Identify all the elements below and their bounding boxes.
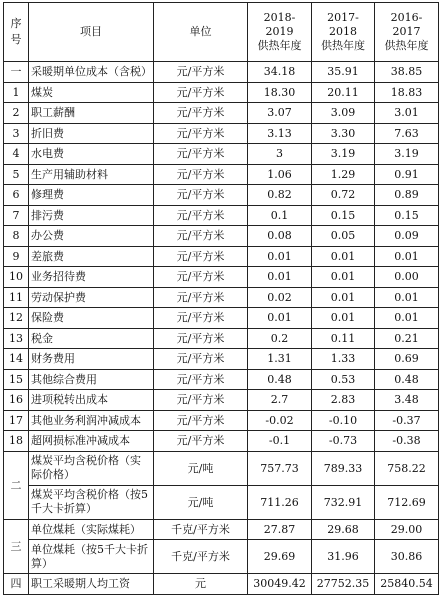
row-value-2018-2019: 0.01 — [248, 308, 312, 329]
row-item: 采暖期单位成本（含税） — [29, 62, 154, 83]
table-row — [4, 82, 439, 103]
row-seq: 12 — [4, 308, 29, 329]
row-unit: 元/吨 — [154, 485, 248, 519]
group-seq: 二 — [4, 451, 29, 519]
row-value-2016-2017: 0.69 — [375, 349, 439, 370]
row-unit: 元 — [154, 574, 248, 595]
table-row — [4, 267, 439, 288]
row-seq: 17 — [4, 410, 29, 431]
row-value-2016-2017: 3.19 — [375, 144, 439, 165]
row-unit: 元/平方米 — [154, 328, 248, 349]
table-row — [4, 287, 439, 308]
row-seq: 3 — [4, 123, 29, 144]
row-value-2017-2018: 0.53 — [312, 369, 375, 390]
table-row — [4, 226, 439, 247]
row-unit: 元/平方米 — [154, 390, 248, 411]
row-seq: 14 — [4, 349, 29, 370]
row-value-2016-2017: 0.21 — [375, 328, 439, 349]
row-value-2018-2019: 18.30 — [248, 82, 312, 103]
row-item: 水电费 — [29, 144, 154, 165]
row-value-2016-2017: 0.48 — [375, 369, 439, 390]
table-row — [4, 540, 439, 574]
row-value-2017-2018: 35.91 — [312, 62, 375, 83]
row-item: 排污费 — [29, 205, 154, 226]
row-value-2016-2017: 3.01 — [375, 103, 439, 124]
row-value-2016-2017: 0.91 — [375, 164, 439, 185]
table-row — [4, 431, 439, 452]
row-value-2017-2018: 3.09 — [312, 103, 375, 124]
cost-table — [3, 2, 439, 595]
row-value-2018-2019: 0.08 — [248, 226, 312, 247]
row-value-2016-2017: 0.09 — [375, 226, 439, 247]
row-value-2017-2018: 0.01 — [312, 308, 375, 329]
row-value-2017-2018: -0.73 — [312, 431, 375, 452]
row-value-2018-2019: 1.31 — [248, 349, 312, 370]
header-item: 项目 — [29, 3, 154, 62]
table-row — [4, 205, 439, 226]
row-item: 单位煤耗（按5千大卡折算） — [29, 540, 154, 574]
row-value-2016-2017: 0.01 — [375, 308, 439, 329]
row-value-2016-2017: 30.86 — [375, 540, 439, 574]
table-row — [4, 369, 439, 390]
row-value-2018-2019: 3.13 — [248, 123, 312, 144]
row-unit: 元/平方米 — [154, 287, 248, 308]
row-value-2016-2017: 0.00 — [375, 267, 439, 288]
row-item: 其他业务利润冲减成本 — [29, 410, 154, 431]
row-item: 超网损标准冲减成本 — [29, 431, 154, 452]
row-unit: 元/平方米 — [154, 226, 248, 247]
header-row — [4, 3, 439, 62]
row-value-2017-2018: 1.33 — [312, 349, 375, 370]
row-value-2017-2018: 3.30 — [312, 123, 375, 144]
row-unit: 元/平方米 — [154, 185, 248, 206]
row-value-2016-2017: 18.83 — [375, 82, 439, 103]
row-item: 职工采暖期人均工资 — [29, 574, 154, 595]
table-row — [4, 485, 439, 519]
table-row — [4, 308, 439, 329]
row-value-2017-2018: 0.15 — [312, 205, 375, 226]
row-unit: 元/平方米 — [154, 308, 248, 329]
row-value-2017-2018: 0.01 — [312, 246, 375, 267]
row-value-2017-2018: 0.05 — [312, 226, 375, 247]
table-row — [4, 62, 439, 83]
table-row — [4, 519, 439, 540]
row-unit: 元/吨 — [154, 451, 248, 485]
row-value-2018-2019: 3 — [248, 144, 312, 165]
row-seq: 9 — [4, 246, 29, 267]
row-unit: 千克/平方米 — [154, 519, 248, 540]
row-item: 生产用辅助材料 — [29, 164, 154, 185]
row-value-2018-2019: 29.69 — [248, 540, 312, 574]
row-value-2016-2017: 0.01 — [375, 246, 439, 267]
row-value-2018-2019: 0.01 — [248, 267, 312, 288]
row-seq: 1 — [4, 82, 29, 103]
row-unit: 元/平方米 — [154, 410, 248, 431]
row-value-2017-2018: 789.33 — [312, 451, 375, 485]
table-row — [4, 144, 439, 165]
row-seq: 11 — [4, 287, 29, 308]
row-seq: 13 — [4, 328, 29, 349]
row-item: 煤炭 — [29, 82, 154, 103]
row-value-2016-2017: 0.01 — [375, 287, 439, 308]
row-value-2016-2017: 712.69 — [375, 485, 439, 519]
header-seq: 序 号 — [4, 3, 29, 62]
row-seq: 5 — [4, 164, 29, 185]
row-unit: 元/平方米 — [154, 267, 248, 288]
row-value-2017-2018: 0.11 — [312, 328, 375, 349]
row-value-2018-2019: 34.18 — [248, 62, 312, 83]
row-seq: 6 — [4, 185, 29, 206]
header-2016-2017: 2016-2017 供热年度 — [375, 3, 439, 62]
row-value-2018-2019: -0.1 — [248, 431, 312, 452]
row-value-2018-2019: 0.2 — [248, 328, 312, 349]
row-unit: 元/平方米 — [154, 82, 248, 103]
row-unit: 元/平方米 — [154, 62, 248, 83]
row-seq: 2 — [4, 103, 29, 124]
row-value-2017-2018: 732.91 — [312, 485, 375, 519]
table-row — [4, 185, 439, 206]
row-seq: 4 — [4, 144, 29, 165]
row-unit: 元/平方米 — [154, 103, 248, 124]
header-unit: 单位 — [154, 3, 248, 62]
table-row — [4, 574, 439, 595]
row-value-2016-2017: 758.22 — [375, 451, 439, 485]
row-unit: 元/平方米 — [154, 164, 248, 185]
row-unit: 元/平方米 — [154, 431, 248, 452]
row-value-2017-2018: 3.19 — [312, 144, 375, 165]
table-row — [4, 451, 439, 485]
row-value-2018-2019: 0.82 — [248, 185, 312, 206]
header-2017-2018: 2017-2018 供热年度 — [312, 3, 375, 62]
row-unit: 元/平方米 — [154, 205, 248, 226]
row-item: 折旧费 — [29, 123, 154, 144]
row-unit: 元/平方米 — [154, 144, 248, 165]
row-seq: 15 — [4, 369, 29, 390]
row-value-2018-2019: 0.1 — [248, 205, 312, 226]
table-row — [4, 328, 439, 349]
row-seq: 四 — [4, 574, 29, 595]
row-value-2018-2019: 0.02 — [248, 287, 312, 308]
row-value-2018-2019: 0.48 — [248, 369, 312, 390]
row-value-2016-2017: 0.15 — [375, 205, 439, 226]
row-value-2018-2019: 757.73 — [248, 451, 312, 485]
row-seq: 7 — [4, 205, 29, 226]
row-item: 修理费 — [29, 185, 154, 206]
row-value-2016-2017: -0.38 — [375, 431, 439, 452]
row-seq: 一 — [4, 62, 29, 83]
row-value-2016-2017: 3.48 — [375, 390, 439, 411]
table-row — [4, 246, 439, 267]
row-item: 业务招待费 — [29, 267, 154, 288]
row-unit: 元/平方米 — [154, 369, 248, 390]
row-value-2018-2019: 1.06 — [248, 164, 312, 185]
row-unit: 千克/平方米 — [154, 540, 248, 574]
row-item: 职工薪酬 — [29, 103, 154, 124]
row-value-2017-2018: 2.83 — [312, 390, 375, 411]
row-value-2017-2018: 0.01 — [312, 267, 375, 288]
row-value-2017-2018: 27752.35 — [312, 574, 375, 595]
row-item: 税金 — [29, 328, 154, 349]
row-value-2017-2018: 1.29 — [312, 164, 375, 185]
row-value-2016-2017: -0.37 — [375, 410, 439, 431]
row-item: 财务费用 — [29, 349, 154, 370]
row-seq: 8 — [4, 226, 29, 247]
table-row — [4, 349, 439, 370]
table-body — [4, 62, 439, 595]
table-row — [4, 164, 439, 185]
row-value-2018-2019: 3.07 — [248, 103, 312, 124]
row-unit: 元/平方米 — [154, 349, 248, 370]
row-unit: 元/平方米 — [154, 123, 248, 144]
row-item: 煤炭平均含税价格（按5千大卡折算） — [29, 485, 154, 519]
group-seq: 三 — [4, 519, 29, 574]
row-value-2017-2018: 20.11 — [312, 82, 375, 103]
row-seq: 16 — [4, 390, 29, 411]
row-value-2018-2019: 30049.42 — [248, 574, 312, 595]
row-value-2016-2017: 38.85 — [375, 62, 439, 83]
row-item: 进项税转出成本 — [29, 390, 154, 411]
row-item: 保险费 — [29, 308, 154, 329]
row-item: 单位煤耗（实际煤耗） — [29, 519, 154, 540]
table-row — [4, 390, 439, 411]
row-item: 差旅费 — [29, 246, 154, 267]
table-row — [4, 410, 439, 431]
row-value-2018-2019: 711.26 — [248, 485, 312, 519]
row-value-2016-2017: 29.00 — [375, 519, 439, 540]
row-value-2018-2019: 0.01 — [248, 246, 312, 267]
row-value-2016-2017: 0.89 — [375, 185, 439, 206]
row-value-2018-2019: 2.7 — [248, 390, 312, 411]
row-item: 办公费 — [29, 226, 154, 247]
row-value-2018-2019: -0.02 — [248, 410, 312, 431]
table-row — [4, 123, 439, 144]
row-item: 劳动保护费 — [29, 287, 154, 308]
row-value-2016-2017: 25840.54 — [375, 574, 439, 595]
header-2018-2019: 2018-2019 供热年度 — [248, 3, 312, 62]
row-seq: 18 — [4, 431, 29, 452]
row-value-2018-2019: 27.87 — [248, 519, 312, 540]
row-value-2017-2018: -0.10 — [312, 410, 375, 431]
row-value-2016-2017: 7.63 — [375, 123, 439, 144]
table-row — [4, 103, 439, 124]
row-value-2017-2018: 0.72 — [312, 185, 375, 206]
row-item: 煤炭平均含税价格（实际价格） — [29, 451, 154, 485]
row-item: 其他综合费用 — [29, 369, 154, 390]
row-unit: 元/平方米 — [154, 246, 248, 267]
row-value-2017-2018: 29.68 — [312, 519, 375, 540]
row-seq: 10 — [4, 267, 29, 288]
row-value-2017-2018: 0.01 — [312, 287, 375, 308]
row-value-2017-2018: 31.96 — [312, 540, 375, 574]
